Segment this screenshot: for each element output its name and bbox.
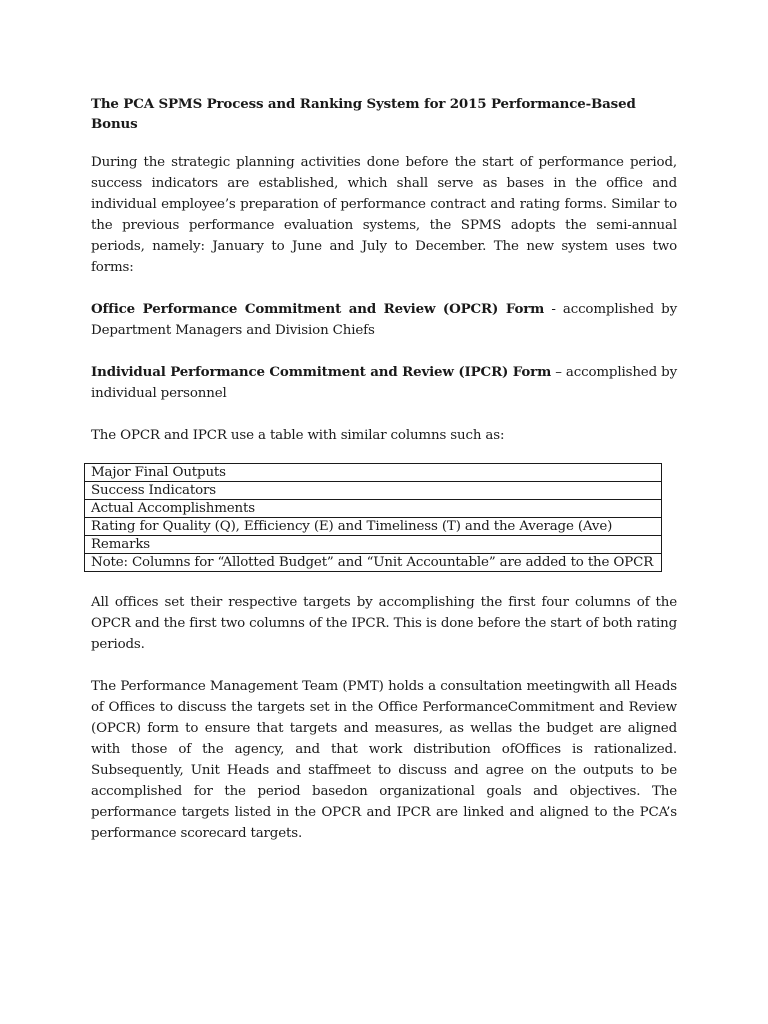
document-page bbox=[91, 94, 677, 865]
intro-paragraph: During the strategic planning activities done before the start of performance period, success indicators are established, which shall serve as bases in the office and individual employee’s preparation of performance contract and rating forms. Similar to the previous performance evaluation systems, the SPMS adopts the semi-annual periods, namely: January to June and July to December. The new system uses two forms: bbox=[91, 155, 677, 275]
opcr-form-description: - accomplished by Department Managers and Division Chiefs bbox=[91, 302, 677, 338]
table-cell-rating: Rating for Quality (Q), Efficiency (E) and Timeliness (T) and the Average (Ave) bbox=[85, 518, 662, 536]
table-cell-note: Note: Columns for “Allotted Budget” and “Unit Accountable” are added to the OPCR bbox=[85, 554, 662, 572]
ipcr-form-definition bbox=[91, 362, 677, 404]
ipcr-form-description: – accomplished by individual personnel bbox=[91, 365, 677, 401]
table-row bbox=[85, 518, 662, 536]
table-intro: The OPCR and IPCR use a table with similar columns such as: bbox=[91, 428, 505, 443]
table-row bbox=[85, 554, 662, 572]
table-cell-success-indicators: Success Indicators bbox=[85, 482, 662, 500]
columns-table bbox=[84, 463, 662, 572]
table-cell-major-final-outputs: Major Final Outputs bbox=[85, 464, 662, 482]
opcr-form-definition bbox=[91, 299, 677, 341]
table-row bbox=[85, 482, 662, 500]
table-cell-remarks: Remarks bbox=[85, 536, 662, 554]
table-cell-actual-accomplishments: Actual Accomplishments bbox=[85, 500, 662, 518]
table-row bbox=[85, 464, 662, 482]
targets-paragraph: All offices set their respective targets by accomplishing the first four columns of the OPCR and the first two columns of the IPCR. This is done before the start of both rating periods. bbox=[91, 595, 677, 652]
table-row bbox=[85, 500, 662, 518]
table-row bbox=[85, 536, 662, 554]
opcr-form-name: Office Performance Commitment and Review (OPCR) Form bbox=[91, 301, 545, 317]
pmt-paragraph: The Performance Management Team (PMT) holds a consultation meetingwith all Heads of Offices to discuss the targets set in the Office PerformanceCommitment and Review (OPCR) form to ensure that targets and measures, as wellas the budget are aligned with those of the agency, and that work distribution ofOffices is rationalized. Subsequently, Unit Heads and staffmeet to discuss and agree on the outputs to be accomplished for the period basedon organizational goals and objectives. The performance targets listed in the OPCR and IPCR are linked and aligned to the PCA’s performance scorecard targets. bbox=[91, 679, 677, 841]
document-title: The PCA SPMS Process and Ranking System for 2015 Performance-Based Bonus bbox=[91, 96, 636, 132]
ipcr-form-name: Individual Performance Commitment and Review (IPCR) Form bbox=[91, 364, 552, 380]
